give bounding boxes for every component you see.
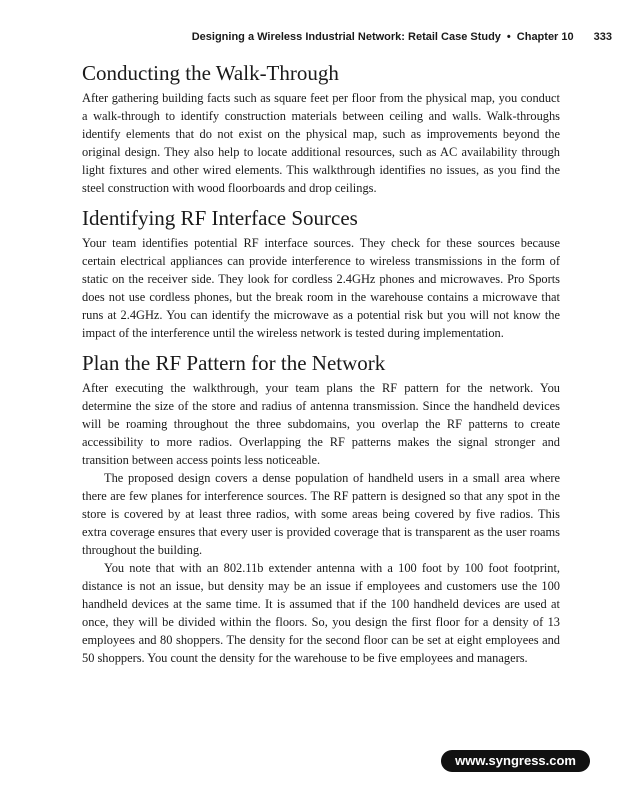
page-body — [82, 60, 560, 667]
section-heading: Conducting the Walk-Through — [82, 61, 339, 85]
paragraph: The proposed design covers a dense population of handheld users in a small area where there are few planes for interference sources. The RF pattern is designed so that any spot in the store is covered by at least three radios, with some areas being covered by five radios. This extra coverage ensures that every user is provided coverage that is transparent as the user roams throughout the building. — [82, 471, 560, 557]
paragraph: After gathering building facts such as square feet per floor from the physical map, you conduct a walk-through to identify construction materials between ceiling and walls. Walk-throughs identify elements that do not exist on the physical map, such as improvements beyond the original design. They also help to locate additional resources, such as AC availability through light fixtures and other wired elements. This walkthrough identifies no issues, as you find the steel construction with wood floorboards and drop ceilings. — [82, 91, 560, 195]
running-header-title: Designing a Wireless Industrial Network: Retail Case Study — [191, 31, 501, 43]
page-number: 333 — [593, 31, 612, 43]
section-heading: Identifying RF Interface Sources — [82, 206, 358, 230]
paragraph: You note that with an 802.11b extender antenna with a 100 foot by 100 foot footprint, distance is not an issue, but density may be an issue if employees and customers use the 100 handheld devices at the same time. It is assumed that if the 100 handheld devices are used at once, they will be divided within the floors. So, you design the first floor for a density of 13 employees and 80 shoppers. The density for the second floor can be set at eight employees and 50 shoppers. You count the density for the warehouse to be five employees and managers. — [82, 561, 560, 665]
running-header-separator: • — [506, 31, 511, 43]
section-rf-pattern — [82, 350, 560, 667]
chapter-label: Chapter 10 — [516, 31, 574, 43]
paragraph: Your team identifies potential RF interface sources. They check for these sources because certain electrical appliances can provide interference to wireless transmissions in the form of static on the receiver side. They look for cordless 2.4GHz phones and microwaves. Pro Sports does not use cordless phones, but the break room in the warehouse contains a microwave that runs at 2.4GHz. You can identify the microwave as a potential risk but you will not know the impact of the interference until the wireless network is tested during implementation. — [82, 236, 560, 340]
running-header — [0, 31, 612, 43]
paragraph: After executing the walkthrough, your team plans the RF pattern for the network. You determine the size of the store and radius of antenna transmission. Since the handheld devices will be roaming throughout the three subdomains, you overlap the RF patterns to create accessibility to more radios. Overlapping the RF patterns makes the signal stronger and transition between access points less noticeable. — [82, 381, 560, 467]
section-heading: Plan the RF Pattern for the Network — [82, 351, 386, 375]
section-rf-sources — [82, 205, 560, 342]
section-walk-through — [82, 60, 560, 197]
publisher-url-badge[interactable]: www.syngress.com — [441, 750, 590, 772]
